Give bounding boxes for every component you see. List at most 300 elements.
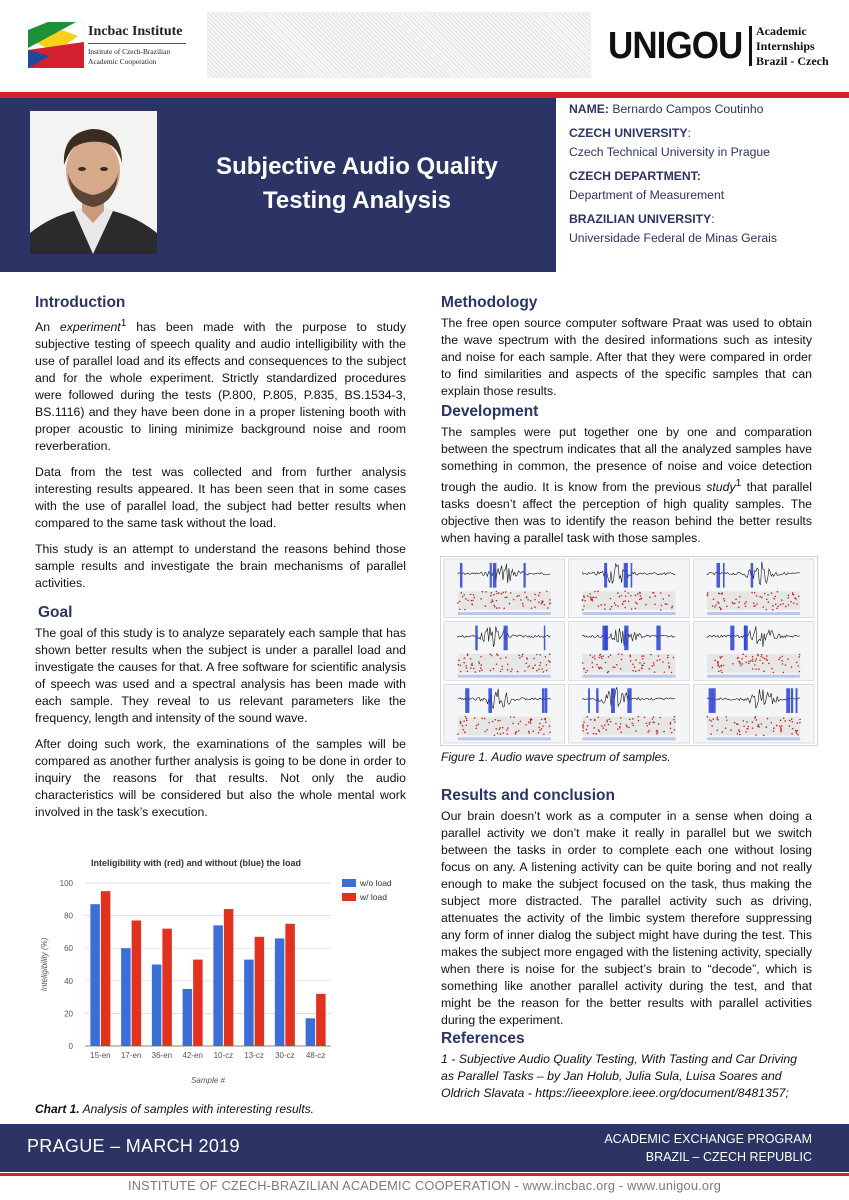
formant-dot	[589, 593, 591, 595]
formant-dot	[585, 672, 587, 674]
formant-dot	[791, 666, 793, 668]
formant-dot	[608, 724, 610, 726]
formant-dot	[475, 728, 477, 730]
formant-dot	[654, 595, 656, 597]
formant-dot	[597, 591, 599, 593]
selection-marker	[709, 688, 713, 713]
info-colon: :	[711, 212, 715, 226]
formant-dot	[796, 731, 798, 733]
formant-dot	[594, 658, 596, 660]
selection-marker	[611, 688, 615, 713]
formant-dot	[546, 670, 548, 672]
formant-dot	[743, 720, 745, 722]
formant-dot	[516, 731, 518, 733]
formant-dot	[622, 604, 624, 606]
formant-dot	[735, 599, 737, 601]
author-info	[569, 100, 839, 253]
formant-dot	[797, 734, 799, 736]
formant-dot	[603, 727, 605, 729]
selection-marker	[624, 626, 628, 651]
formant-dot	[459, 601, 461, 603]
formant-dot	[531, 607, 533, 609]
formant-dot	[741, 663, 743, 665]
formant-dot	[465, 598, 467, 600]
formant-dot	[783, 672, 785, 674]
formant-dot	[656, 733, 658, 735]
x-tick-label: 36-en	[151, 1051, 173, 1060]
formant-dot	[457, 602, 459, 604]
formant-dot	[518, 730, 520, 732]
formant-dot	[481, 669, 483, 671]
formant-dot	[750, 660, 752, 662]
formant-dot	[732, 602, 734, 604]
formant-dot	[497, 733, 499, 735]
formant-dot	[480, 598, 482, 600]
development-paragraph: The samples were put together one by one and comparation between the spectrum indicates that all the analyzed samples have something in common, the presence of noise and voice detection trough the audio. It is know from the previous study$^1$ that parallel tasks doesn’t affect the perception of high quality samples. The objective then was to identify the reason behind the better results when having a parallel task with those samples.	[441, 425, 812, 546]
selection-marker	[786, 688, 790, 713]
formant-dot	[502, 732, 504, 734]
formant-dot	[771, 668, 773, 670]
formant-dot	[498, 729, 500, 731]
formant-dot	[525, 724, 527, 726]
formant-dot	[781, 660, 783, 662]
formant-dot	[530, 722, 532, 724]
info-value: Universidade Federal de Minas Gerais	[569, 231, 777, 245]
intro-emphasis: experiment	[59, 320, 121, 335]
info-colon: :	[687, 126, 691, 140]
formant-dot	[670, 723, 672, 725]
formant-dot	[625, 595, 627, 597]
formant-dot	[752, 668, 754, 670]
formant-dot	[752, 656, 754, 658]
formant-dot	[534, 594, 536, 596]
formant-dot	[530, 720, 532, 722]
formant-dot	[723, 665, 725, 667]
formant-dot	[474, 717, 476, 719]
x-tick-label: 15-en	[90, 1051, 111, 1060]
section-heading-results: Results and conclusion	[441, 787, 615, 804]
formant-dot	[546, 664, 548, 666]
formant-dot	[592, 597, 594, 599]
formant-dot	[737, 733, 739, 735]
formant-dot	[604, 608, 606, 610]
formant-dot	[460, 721, 462, 723]
formant-dot	[718, 593, 720, 595]
formant-dot	[766, 599, 768, 601]
formant-dot	[779, 657, 781, 659]
formant-dot	[746, 728, 748, 730]
formant-dot	[659, 659, 661, 661]
formant-dot	[546, 591, 548, 593]
formant-dot	[528, 721, 530, 723]
formant-dot	[725, 716, 727, 718]
formant-dot	[785, 664, 787, 666]
formant-dot	[649, 721, 651, 723]
formant-dot	[773, 727, 775, 729]
y-tick-label: 80	[64, 911, 73, 921]
formant-dot	[776, 725, 778, 727]
formant-dot	[756, 719, 758, 721]
formant-dot	[762, 662, 764, 664]
formant-dot	[549, 599, 551, 601]
formant-dot	[792, 721, 794, 723]
intro-paragraph: This study is an attempt to understand the reasons behind those sample results and investigate the brain mechanisms of parallel activities.	[35, 542, 406, 591]
formant-dot	[641, 598, 643, 600]
info-czech-university	[569, 124, 839, 162]
formant-dot	[772, 609, 774, 611]
formant-dot	[582, 730, 584, 732]
formant-dot	[518, 655, 520, 657]
formant-dot	[493, 605, 495, 607]
formant-dot	[635, 602, 637, 604]
formant-dot	[752, 727, 754, 729]
formant-dot	[720, 670, 722, 672]
formant-dot	[752, 658, 754, 660]
formant-dot	[592, 657, 594, 659]
formant-dot	[772, 672, 774, 674]
formant-dot	[662, 661, 664, 663]
spectrogram-area	[707, 717, 800, 736]
formant-dot	[742, 654, 744, 656]
formant-dot	[609, 608, 611, 610]
formant-dot	[653, 716, 655, 718]
formant-dot	[761, 654, 763, 656]
x-tick-label: 48-cz	[305, 1051, 326, 1060]
poster-title	[180, 150, 534, 218]
formant-dot	[491, 655, 493, 657]
formant-dot	[605, 729, 607, 731]
results-paragraph: Our brain doesn’t work as a computer in a sense when doing a parallel activity we don’t make it really in parallel but we switch between the tasks in order to complete each one without losing focus on any. A listening activity can be quite boring and not really enough to make the subject focused on the task, thus making the subject more distracted. The parallel activity such as driving, attenuates the activity of the limbic system therefore suppressing any form of inner dialog the subject might have during the test. This makes the subject more engaged with the listening activity, specially when there is noise for the subject’s brain to “decode”, which is something like another parallel activity during the test, and that might be the reason for the better results with parallel activities during the experiment.	[441, 809, 812, 1027]
formant-dot	[718, 670, 720, 672]
formant-dot	[720, 665, 722, 667]
figure-caption: Figure 1. Audio wave spectrum of samples.	[441, 750, 671, 764]
formant-dot	[506, 729, 508, 731]
formant-dot	[539, 592, 541, 594]
formant-dot	[610, 721, 612, 723]
formant-dot	[767, 718, 769, 720]
formant-dot	[745, 655, 747, 657]
formant-dot	[533, 658, 535, 660]
formant-dot	[745, 731, 747, 733]
formant-dot	[499, 720, 501, 722]
formant-dot	[485, 591, 487, 593]
development-emphasis: study	[706, 480, 736, 495]
formant-dot	[599, 654, 601, 656]
header-pattern	[207, 12, 591, 78]
formant-dot	[598, 657, 600, 659]
formant-dot	[600, 656, 602, 658]
formant-dot	[544, 604, 546, 606]
formant-dot	[492, 601, 494, 603]
time-bar	[707, 612, 800, 615]
unigou-sub-line: Brazil - Czech	[756, 54, 829, 68]
formant-dot	[496, 593, 498, 595]
formant-dot	[461, 592, 463, 594]
formant-dot	[665, 603, 667, 605]
formant-dot	[583, 595, 585, 597]
formant-dot	[799, 719, 801, 721]
formant-dot	[625, 607, 627, 609]
formant-dot	[768, 601, 770, 603]
y-axis-label: Inteligibility (%)	[40, 937, 49, 992]
formant-dot	[669, 667, 671, 669]
formant-dot	[620, 723, 622, 725]
formant-dot	[630, 595, 632, 597]
formant-dot	[784, 720, 786, 722]
formant-dot	[530, 718, 532, 720]
formant-dot	[799, 654, 801, 656]
info-label: NAME:	[569, 102, 609, 116]
formant-dot	[545, 722, 547, 724]
formant-dot	[614, 667, 616, 669]
selection-marker	[627, 688, 631, 713]
formant-dot	[634, 666, 636, 668]
formant-dot	[538, 595, 540, 597]
formant-dot	[639, 592, 641, 594]
formant-dot	[796, 603, 798, 605]
formant-dot	[794, 597, 796, 599]
formant-dot	[517, 671, 519, 673]
chart-title: Inteligibility with (red) and without (blue) the load	[91, 858, 301, 868]
formant-dot	[637, 593, 639, 595]
formant-dot	[656, 660, 658, 662]
formant-dot	[756, 595, 758, 597]
formant-dot	[713, 598, 715, 600]
selection-marker	[604, 563, 607, 588]
formant-dot	[543, 671, 545, 673]
formant-dot	[522, 603, 524, 605]
formant-dot	[538, 602, 540, 604]
formant-dot	[490, 670, 492, 672]
formant-dot	[620, 717, 622, 719]
formant-dot	[500, 671, 502, 673]
formant-dot	[648, 730, 650, 732]
formant-dot	[748, 726, 750, 728]
formant-dot	[534, 599, 536, 601]
selection-marker	[716, 563, 720, 588]
formant-dot	[619, 596, 621, 598]
formant-dot	[712, 667, 714, 669]
formant-dot	[754, 717, 756, 719]
formant-dot	[766, 609, 768, 611]
formant-dot	[755, 668, 757, 670]
author-photo	[30, 111, 157, 254]
formant-dot	[471, 603, 473, 605]
formant-dot	[714, 660, 716, 662]
formant-dot	[726, 606, 728, 608]
formant-dot	[615, 723, 617, 725]
formant-dot	[766, 655, 768, 657]
logo-divider	[88, 43, 186, 44]
y-tick-label: 60	[64, 944, 73, 954]
formant-dot	[707, 592, 709, 594]
formant-dot	[647, 731, 649, 733]
formant-dot	[457, 733, 459, 735]
right-column	[441, 291, 812, 547]
formant-dot	[762, 657, 764, 659]
legend-label: w/ load	[360, 892, 387, 902]
formant-dot	[626, 724, 628, 726]
intelligibility-bar-chart	[35, 852, 405, 1097]
formant-dot	[674, 716, 676, 718]
formant-dot	[736, 723, 738, 725]
time-bar	[582, 612, 675, 615]
formant-dot	[526, 657, 528, 659]
formant-dot	[793, 594, 795, 596]
formant-dot	[720, 609, 722, 611]
formant-dot	[602, 655, 604, 657]
formant-dot	[773, 598, 775, 600]
formant-dot	[594, 655, 596, 657]
formant-dot	[534, 606, 536, 608]
formant-dot	[792, 728, 794, 730]
selection-marker	[751, 563, 753, 588]
formant-dot	[584, 600, 586, 602]
info-czech-department	[569, 167, 839, 205]
formant-dot	[751, 592, 753, 594]
formant-dot	[617, 592, 619, 594]
methodology-paragraph: The free open source computer software Praat was used to obtain the wave spectrum with the desired informations such as intesity and noise for each sample. After that they were compared in order to find similarities and aspects of the specific samples that can explain those results.	[441, 316, 812, 398]
formant-dot	[667, 655, 669, 657]
info-label: CZECH UNIVERSITY	[569, 126, 688, 140]
formant-dot	[520, 721, 522, 723]
formant-dot	[617, 728, 619, 730]
formant-dot	[645, 604, 647, 606]
formant-dot	[490, 592, 492, 594]
section-heading-goal: Goal	[38, 604, 73, 622]
formant-dot	[738, 607, 740, 609]
formant-dot	[481, 718, 483, 720]
formant-dot	[710, 733, 712, 735]
formant-dot	[586, 716, 588, 718]
formant-dot	[756, 603, 758, 605]
formant-dot	[549, 725, 551, 727]
formant-dot	[739, 663, 741, 665]
x-tick-label: 42-en	[182, 1051, 203, 1060]
formant-dot	[465, 665, 467, 667]
formant-dot	[526, 596, 528, 598]
formant-dot	[787, 658, 789, 660]
formant-dot	[641, 655, 643, 657]
formant-dot	[780, 604, 782, 606]
formant-dot	[539, 665, 541, 667]
x-tick-label: 13-cz	[244, 1051, 264, 1060]
selection-marker	[493, 563, 497, 588]
formant-dot	[719, 607, 721, 609]
formant-dot	[616, 664, 618, 666]
formant-dot	[538, 669, 540, 671]
formant-dot	[460, 671, 462, 673]
formant-dot	[714, 606, 716, 608]
formant-dot	[608, 656, 610, 658]
formant-dot	[761, 597, 763, 599]
formant-dot	[465, 716, 467, 718]
formant-dot	[748, 661, 750, 663]
formant-dot	[661, 605, 663, 607]
info-value: Department of Measurement	[569, 188, 725, 202]
formant-dot	[473, 668, 475, 670]
formant-dot	[498, 592, 500, 594]
formant-dot	[791, 733, 793, 735]
formant-dot	[494, 735, 496, 737]
formant-dot	[490, 595, 492, 597]
formant-dot	[592, 666, 594, 668]
formant-dot	[740, 665, 742, 667]
formant-dot	[527, 599, 529, 601]
formant-dot	[539, 723, 541, 725]
formant-dot	[723, 598, 725, 600]
formant-dot	[600, 604, 602, 606]
formant-dot	[767, 594, 769, 596]
formant-dot	[726, 719, 728, 721]
formant-dot	[709, 719, 711, 721]
selection-marker	[475, 626, 477, 651]
formant-dot	[543, 733, 545, 735]
goal-paragraph: After doing such work, the examinations of the samples will be compared as another further analysis is going to be done in order to inquiry the reasons for that results. Not only the audio characteristics will be considered but also the whole mental work involved in the task’s execution.	[35, 737, 406, 820]
formant-dot	[510, 716, 512, 718]
formant-dot	[639, 662, 641, 664]
formant-dot	[595, 597, 597, 599]
formant-dot	[474, 597, 476, 599]
formant-dot	[635, 659, 637, 661]
audio-spectrum-figure	[440, 556, 818, 746]
formant-dot	[612, 666, 614, 668]
formant-dot	[759, 596, 761, 598]
info-value: Bernardo Campos Coutinho	[612, 102, 764, 116]
formant-dot	[458, 664, 460, 666]
formant-dot	[465, 667, 467, 669]
formant-dot	[541, 719, 543, 721]
formant-dot	[519, 657, 521, 659]
formant-dot	[532, 730, 534, 732]
formant-dot	[624, 591, 626, 593]
footer-location-date: PRAGUE – MARCH 2019	[27, 1136, 240, 1156]
formant-dot	[752, 660, 754, 662]
title-line: Testing Analysis	[262, 187, 452, 214]
formant-dot	[780, 731, 782, 733]
section-heading-development: Development	[441, 403, 539, 420]
formant-dot	[466, 718, 468, 720]
formant-dot	[473, 594, 475, 596]
formant-dot	[754, 592, 756, 594]
formant-dot	[621, 654, 623, 656]
formant-dot	[482, 591, 484, 593]
formant-dot	[515, 733, 517, 735]
formant-dot	[670, 728, 672, 730]
formant-dot	[511, 668, 513, 670]
formant-dot	[541, 728, 543, 730]
formant-dot	[512, 723, 514, 725]
formant-dot	[496, 653, 498, 655]
formant-dot	[605, 662, 607, 664]
formant-dot	[599, 668, 601, 670]
formant-dot	[629, 719, 631, 721]
formant-dot	[479, 663, 481, 665]
formant-dot	[542, 725, 544, 727]
formant-dot	[782, 663, 784, 665]
formant-dot	[734, 603, 736, 605]
spectrogram-area	[458, 717, 551, 736]
formant-dot	[734, 722, 736, 724]
formant-dot	[656, 730, 658, 732]
formant-dot	[462, 596, 464, 598]
formant-dot	[758, 668, 760, 670]
formant-dot	[590, 719, 592, 721]
formant-dot	[660, 609, 662, 611]
results-section	[441, 784, 812, 1029]
formant-dot	[589, 654, 591, 656]
formant-dot	[674, 729, 676, 731]
